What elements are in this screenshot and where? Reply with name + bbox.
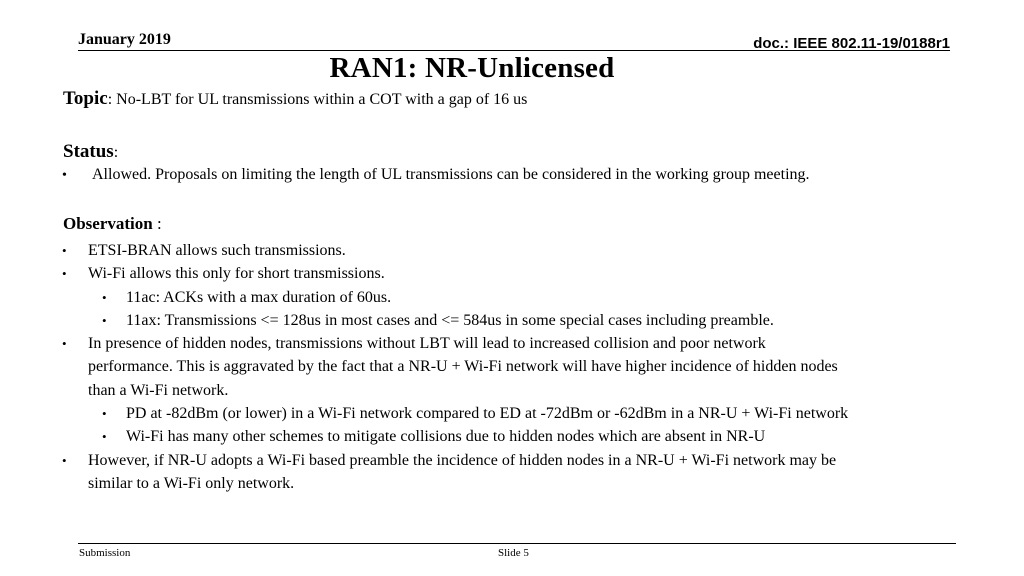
topic-label: Topic [63, 88, 108, 109]
bullet-icon: • [102, 429, 107, 445]
header-date: January 2019 [78, 31, 171, 48]
bullet-icon: • [102, 406, 107, 422]
list-item-text: In presence of hidden nodes, transmissions without LBT will lead to increased collision and poor network [88, 335, 766, 353]
footer-submission: Submission [79, 547, 131, 559]
status-colon: : [113, 144, 119, 161]
list-item [62, 449, 848, 472]
list-item-text: However, if NR-U adopts a Wi-Fi based preamble the incidence of hidden nodes in a NR-U + Wi-Fi network may be [88, 451, 837, 469]
list-item-continuation [62, 379, 848, 402]
list-item [62, 402, 848, 425]
list-item [62, 262, 848, 285]
bullet-icon: • [62, 243, 67, 258]
bullet-icon: • [62, 266, 67, 282]
observation-label: Observation [63, 214, 153, 233]
slide-number: Slide 5 [498, 547, 529, 559]
list-item-continuation [62, 355, 848, 378]
slide-title: RAN1: NR-Unlicensed [329, 52, 615, 84]
status-text: Allowed. Proposals on limiting the length of UL transmissions can be considered in the working group meeting. [92, 166, 810, 183]
status-heading [63, 141, 118, 163]
list-item-text: 11ac: ACKs with a max duration of 60us. [126, 288, 392, 306]
document-id: doc.: IEEE 802.11-19/0188r1 [753, 35, 950, 52]
list-item-text: ETSI-BRAN allows such transmissions. [88, 242, 346, 259]
status-label: Status [63, 141, 114, 162]
observation-colon: : [152, 214, 162, 233]
topic-text: : No-LBT for UL transmissions within a COT with a gap of 16 us [107, 91, 528, 108]
list-item-text: performance. This is aggravated by the fact that a NR-U + Wi-Fi network will have higher incidence of hidden nodes [88, 358, 838, 376]
bullet-icon: • [62, 452, 67, 468]
observation-heading [63, 214, 162, 234]
list-item-text: 11ax: Transmissions <= 128us in most cases and <= 584us in some special cases including preamble. [126, 311, 774, 329]
topic-line [63, 88, 527, 110]
bullet-icon: • [102, 289, 107, 305]
header-divider [78, 50, 950, 51]
list-item [62, 425, 848, 448]
bullet-icon: • [62, 168, 67, 183]
footer-divider [78, 543, 956, 544]
list-item [62, 286, 848, 309]
list-item [62, 309, 848, 332]
observation-list [62, 239, 848, 495]
list-item-text: Wi-Fi has many other schemes to mitigate collisions due to hidden nodes which are absent in NR-U [126, 428, 766, 446]
bullet-icon: • [102, 312, 107, 328]
list-item-text: Wi-Fi allows this only for short transmissions. [88, 265, 385, 283]
bullet-icon: • [62, 336, 67, 352]
list-item-text: PD at -82dBm (or lower) in a Wi-Fi network compared to ED at -72dBm or -62dBm in a NR-U + Wi-Fi network [126, 405, 849, 423]
list-item-continuation [62, 472, 848, 495]
list-item-text: than a Wi-Fi network. [88, 381, 229, 399]
list-item-text: similar to a Wi-Fi only network. [88, 474, 295, 492]
list-item [62, 239, 848, 262]
list-item [62, 332, 848, 355]
